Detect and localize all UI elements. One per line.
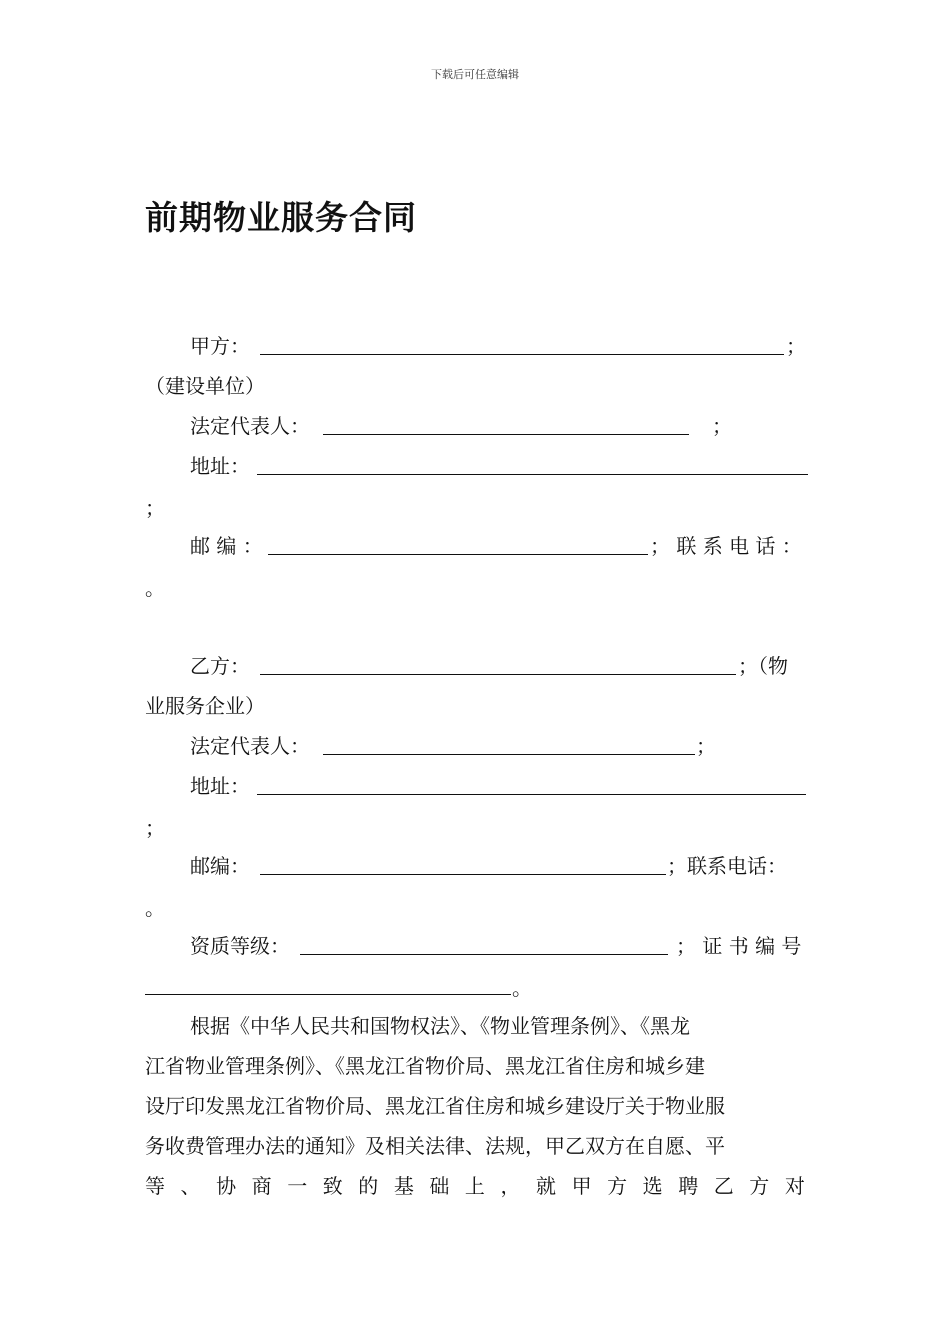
body-line-5-char: 乙 xyxy=(713,1174,734,1198)
party-a-rep-label: 法定代表人： xyxy=(190,414,310,438)
party-b-certificate-label: ； 证 书 编 号 xyxy=(676,934,802,958)
party-b-rep-end: ； xyxy=(696,734,716,758)
party-b-address-label: 地址： xyxy=(190,774,250,798)
body-line-5-char: ， xyxy=(500,1174,521,1198)
body-line-5-char: 一 xyxy=(287,1174,308,1198)
party-a-postcode-blank[interactable] xyxy=(268,554,648,555)
body-line-5-char: 选 xyxy=(642,1174,663,1198)
body-line-5-char: 聘 xyxy=(678,1174,699,1198)
header-note: 下载后可任意编辑 xyxy=(431,68,519,81)
party-b-address-blank[interactable] xyxy=(257,794,806,795)
party-a-address-blank[interactable] xyxy=(257,474,808,475)
body-line-4: 务收费管理办法的通知》及相关法律、法规，甲乙双方在自愿、平 xyxy=(145,1134,725,1158)
party-a-rep-blank[interactable] xyxy=(323,434,689,435)
body-line-5 xyxy=(145,1166,805,1206)
body-line-5-char: 等 xyxy=(145,1174,165,1198)
party-a-phone-end: 。 xyxy=(145,576,165,600)
body-line-5-char: 致 xyxy=(322,1174,343,1198)
party-a-end: ； xyxy=(786,334,806,358)
party-b-postcode-blank[interactable] xyxy=(260,874,666,875)
party-b-phone-label: ；联系电话： xyxy=(667,854,787,878)
party-b-blank[interactable] xyxy=(260,674,736,675)
body-line-5-char: 商 xyxy=(251,1174,272,1198)
party-b-certificate-blank[interactable] xyxy=(145,994,511,995)
party-b-rep-label: 法定代表人： xyxy=(190,734,310,758)
party-b-qualification-blank[interactable] xyxy=(300,954,668,955)
body-line-5-char: 、 xyxy=(180,1174,201,1198)
party-b-certificate-end: 。 xyxy=(512,976,532,1000)
body-line-5-char: 协 xyxy=(216,1174,237,1198)
body-line-3: 设厅印发黑龙江省物价局、黑龙江省住房和城乡建设厅关于物业服 xyxy=(145,1094,725,1118)
party-b-qualification-label: 资质等级： xyxy=(190,934,290,958)
body-line-5-char: 基 xyxy=(393,1174,414,1198)
body-line-5-char: 上 xyxy=(464,1174,485,1198)
party-b-rep-blank[interactable] xyxy=(323,754,695,755)
body-line-5-char: 就 xyxy=(536,1174,557,1198)
party-a-note: （建设单位） xyxy=(145,374,265,398)
party-b-phone-end: 。 xyxy=(145,896,165,920)
party-b-address-end: ； xyxy=(145,816,165,840)
body-line-5-char: 方 xyxy=(607,1174,628,1198)
body-line-5-char: 方 xyxy=(749,1174,770,1198)
party-b-end: ；（物 xyxy=(738,654,788,678)
party-a-address-label: 地址： xyxy=(190,454,250,478)
party-a-rep-end: ； xyxy=(712,414,732,438)
body-line-1: 根据《中华人民共和国物权法》、《物业管理条例》、《黑龙 xyxy=(190,1014,690,1038)
party-a-phone-label: ； 联 系 电 话 ： xyxy=(650,534,802,558)
body-line-5-char: 甲 xyxy=(571,1174,592,1198)
body-line-5-char: 对 xyxy=(784,1174,805,1198)
document-title: 前期物业服务合同 xyxy=(145,198,417,237)
party-a-blank[interactable] xyxy=(260,354,784,355)
party-b-note: 业服务企业） xyxy=(145,694,265,718)
party-b-postcode-label: 邮编： xyxy=(190,854,250,878)
body-line-5-char: 础 xyxy=(429,1174,450,1198)
body-line-2: 江省物业管理条例》、《黑龙江省物价局、黑龙江省住房和城乡建 xyxy=(145,1054,705,1078)
party-b-label: 乙方： xyxy=(190,654,250,678)
party-a-label: 甲方： xyxy=(190,334,250,358)
party-a-postcode-label: 邮 编 ： xyxy=(190,534,263,558)
body-paragraph xyxy=(145,1006,805,1206)
body-line-5-char: 的 xyxy=(358,1174,379,1198)
party-a-address-end: ； xyxy=(145,496,165,520)
